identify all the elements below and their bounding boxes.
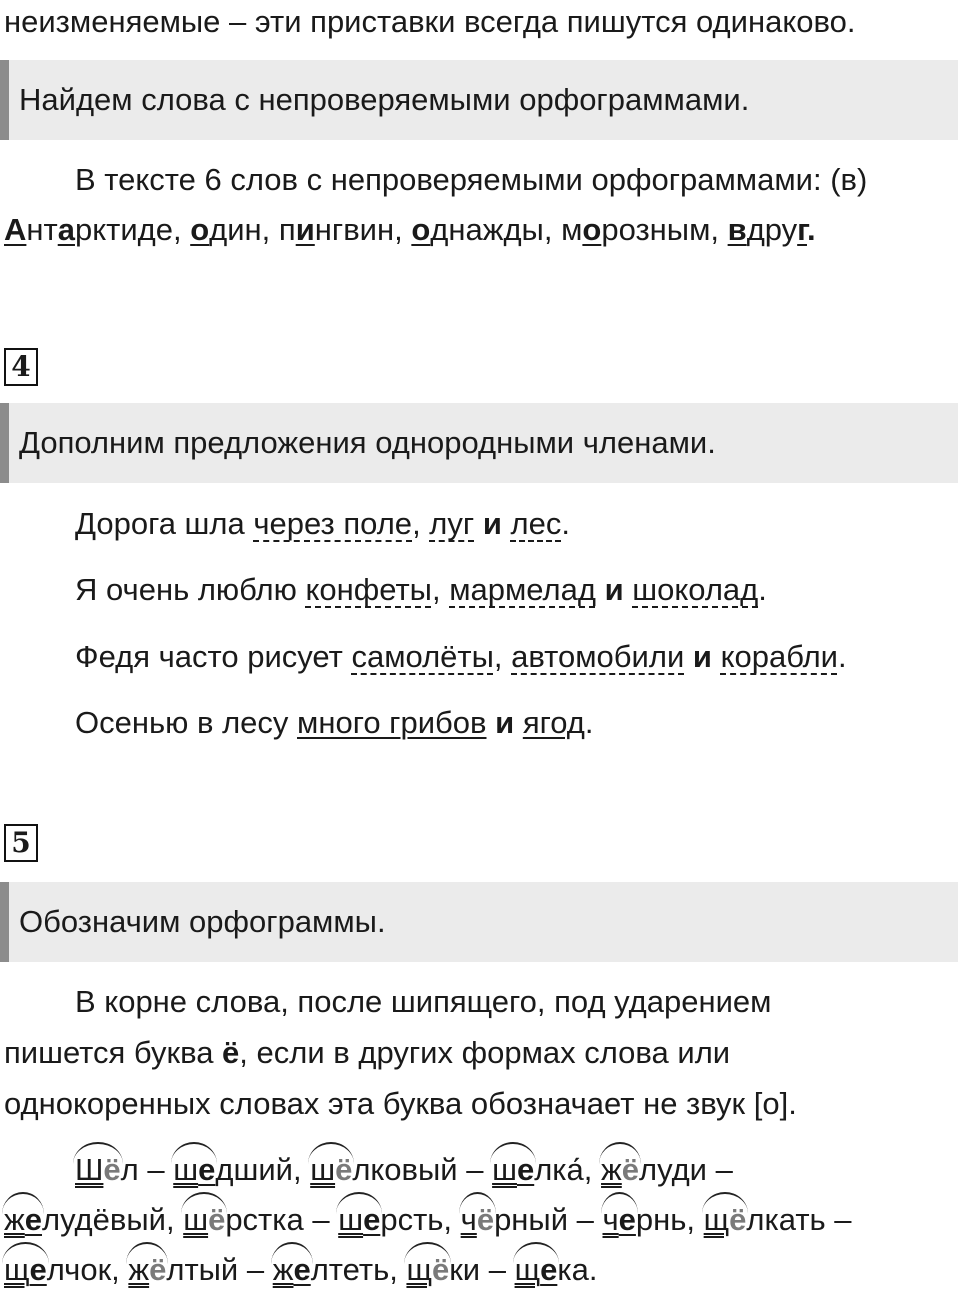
homogeneous-member: много грибов <box>297 705 487 740</box>
orthogram-letter: и <box>295 212 315 247</box>
root-arc <box>128 1250 166 1290</box>
orthogram-letter: о <box>190 212 210 247</box>
check-vowel: е <box>29 1252 47 1287</box>
text: лковый – <box>352 1152 493 1187</box>
word-part: днажды <box>430 212 544 247</box>
text: , <box>431 572 450 607</box>
text <box>596 572 605 607</box>
text: Дорога шла <box>75 506 254 541</box>
root-arc <box>406 1250 449 1290</box>
text: лтеть, <box>310 1252 407 1287</box>
root-arc <box>4 1250 47 1290</box>
task-prompt-text: Дополним предложения однородными членами. <box>19 425 716 460</box>
orthogram-letter: г <box>797 212 807 247</box>
check-vowel: е <box>24 1202 42 1237</box>
rule-line-1: В корне слова, после шипящего, под ударением <box>75 984 772 1019</box>
task-number-4: 4 <box>4 348 38 386</box>
text: . <box>758 572 767 607</box>
text: лудёвый, <box>42 1202 184 1237</box>
separator: , <box>261 212 279 247</box>
root-arc <box>338 1200 380 1240</box>
hissing-letter: ш <box>338 1202 364 1237</box>
root-arc <box>601 1150 639 1190</box>
word-part: розным <box>601 212 711 247</box>
separator: , <box>710 212 728 247</box>
text: луди – <box>639 1152 733 1187</box>
homogeneous-member: луг <box>429 506 475 541</box>
root-arc <box>75 1150 121 1190</box>
text <box>514 705 523 740</box>
hissing-letter: ж <box>272 1252 294 1287</box>
hissing-letter: ч <box>602 1202 619 1237</box>
sentence-2 <box>75 570 767 610</box>
word-part: нгвин <box>314 212 395 247</box>
orthogram-vowel: ё <box>149 1252 167 1287</box>
orthogram-vowel: ё <box>431 1252 450 1287</box>
homogeneous-member: шоколад <box>632 572 759 607</box>
homogeneous-member: автомобили <box>511 639 685 674</box>
homogeneous-member: корабли <box>720 639 838 674</box>
answer-line: В тексте 6 слов с непроверяемыми орфограммами: (в) <box>75 162 868 197</box>
homogeneous-member: мармелад <box>449 572 596 607</box>
homogeneous-member: конфеты <box>305 572 432 607</box>
text: рсть, <box>380 1202 461 1237</box>
word-part: дру <box>746 212 798 247</box>
orthogram-vowel: ё <box>476 1202 495 1237</box>
orthogram-letter: а <box>57 212 75 247</box>
text: . <box>584 705 594 740</box>
conjunction: и <box>495 705 515 740</box>
letter-yo: ё <box>222 1035 240 1070</box>
text: , если в других формах слова или <box>239 1035 731 1070</box>
word-part: нт <box>26 212 58 247</box>
word-part: дин <box>209 212 262 247</box>
orthogram-vowel: ё <box>621 1152 640 1187</box>
paragraph-continuation: неизменяемые – эти приставки всегда пишутся одинаково. <box>4 4 856 39</box>
check-vowel: е <box>516 1152 535 1187</box>
text: рнь, <box>635 1202 704 1237</box>
sentence-3 <box>75 637 847 677</box>
hissing-letter: ш <box>183 1202 209 1237</box>
word-part: рктиде <box>74 212 173 247</box>
separator: , <box>172 212 191 247</box>
sentence-4 <box>75 703 594 743</box>
examples-line-2 <box>4 1200 852 1240</box>
separator: . <box>806 212 816 247</box>
text: рстка – <box>225 1202 339 1237</box>
check-vowel: е <box>293 1252 311 1287</box>
task-prompt-bar <box>0 403 958 483</box>
word-part: п <box>278 212 296 247</box>
root-arc <box>183 1200 225 1240</box>
text: ки – <box>449 1252 515 1287</box>
hissing-letter: ш <box>492 1152 517 1187</box>
text: , <box>493 639 512 674</box>
hissing-letter: Ш <box>75 1152 104 1187</box>
rule-line-2 <box>4 1033 730 1073</box>
root-arc <box>310 1150 352 1190</box>
rule-line-3: однокоренных словах эта буква обозначает не звук [о]. <box>4 1086 797 1121</box>
orthogram-letter: в <box>727 212 747 247</box>
text <box>474 506 483 541</box>
text: лка́, <box>534 1152 602 1187</box>
text: ка. <box>557 1252 598 1287</box>
task-prompt-text: Обозначим орфограммы. <box>19 904 386 939</box>
text: рный – <box>494 1202 603 1237</box>
orthogram-vowel: ё <box>335 1152 353 1187</box>
hissing-letter: щ <box>406 1252 432 1287</box>
text: Осенью в лесу <box>75 705 298 740</box>
hissing-letter: ж <box>128 1252 150 1287</box>
check-vowel: е <box>363 1202 381 1237</box>
homogeneous-member: ягод <box>522 705 585 740</box>
hissing-letter: щ <box>4 1252 30 1287</box>
task-number-5: 5 <box>4 824 38 862</box>
text: пишется буква <box>4 1035 223 1070</box>
text: . <box>837 639 847 674</box>
homogeneous-member: лес <box>510 506 562 541</box>
text: Я очень люблю <box>75 572 306 607</box>
text: , <box>412 506 430 541</box>
hissing-letter: ч <box>460 1202 477 1237</box>
text: . <box>561 506 570 541</box>
root-arc <box>4 1200 42 1240</box>
separator: , <box>543 212 562 247</box>
hissing-letter: ж <box>601 1152 622 1187</box>
examples-line-3 <box>4 1250 597 1290</box>
root-arc <box>704 1200 747 1240</box>
homogeneous-member: через поле <box>253 506 413 541</box>
orthogram-letter: о <box>582 212 602 247</box>
text <box>684 639 693 674</box>
orthogram-vowel: ё <box>103 1152 121 1187</box>
orthogram-letter: о <box>411 212 431 247</box>
sentence-1 <box>75 504 570 544</box>
orthogram-letter: А <box>4 212 27 247</box>
text: лчок, <box>46 1252 129 1287</box>
orthogram-vowel: ё <box>208 1202 226 1237</box>
answer-words-line <box>4 210 816 250</box>
root-arc <box>603 1200 636 1240</box>
text <box>712 639 721 674</box>
root-arc <box>515 1250 558 1290</box>
root-arc <box>461 1200 494 1240</box>
text: лтый – <box>166 1252 273 1287</box>
separator: , <box>394 212 412 247</box>
root-arc <box>492 1150 534 1190</box>
hissing-letter: щ <box>703 1202 730 1237</box>
hissing-letter: ш <box>173 1152 199 1187</box>
examples-line-1 <box>75 1150 733 1190</box>
task-prompt-bar <box>0 882 958 962</box>
text <box>502 506 511 541</box>
text: дший, <box>215 1152 311 1187</box>
text <box>624 572 633 607</box>
conjunction: и <box>482 506 502 541</box>
root-arc <box>273 1250 311 1290</box>
hissing-letter: щ <box>514 1252 541 1287</box>
hissing-letter: ш <box>310 1152 336 1187</box>
word-part: м <box>561 212 583 247</box>
check-vowel: е <box>618 1202 636 1237</box>
conjunction: и <box>604 572 624 607</box>
root-arc <box>173 1150 215 1190</box>
check-vowel: е <box>198 1152 216 1187</box>
conjunction: и <box>692 639 712 674</box>
homogeneous-member: самолёты <box>351 639 494 674</box>
task-prompt-text: Найдем слова с непроверяемыми орфограммами. <box>19 82 750 117</box>
orthogram-vowel: ё <box>729 1202 747 1237</box>
check-vowel: е <box>540 1252 558 1287</box>
text: Федя часто рисует <box>75 639 352 674</box>
hissing-letter: ж <box>4 1202 25 1237</box>
text: лкать – <box>746 1202 852 1237</box>
text: л – <box>120 1152 174 1187</box>
text <box>487 705 496 740</box>
task-prompt-bar <box>0 60 958 140</box>
